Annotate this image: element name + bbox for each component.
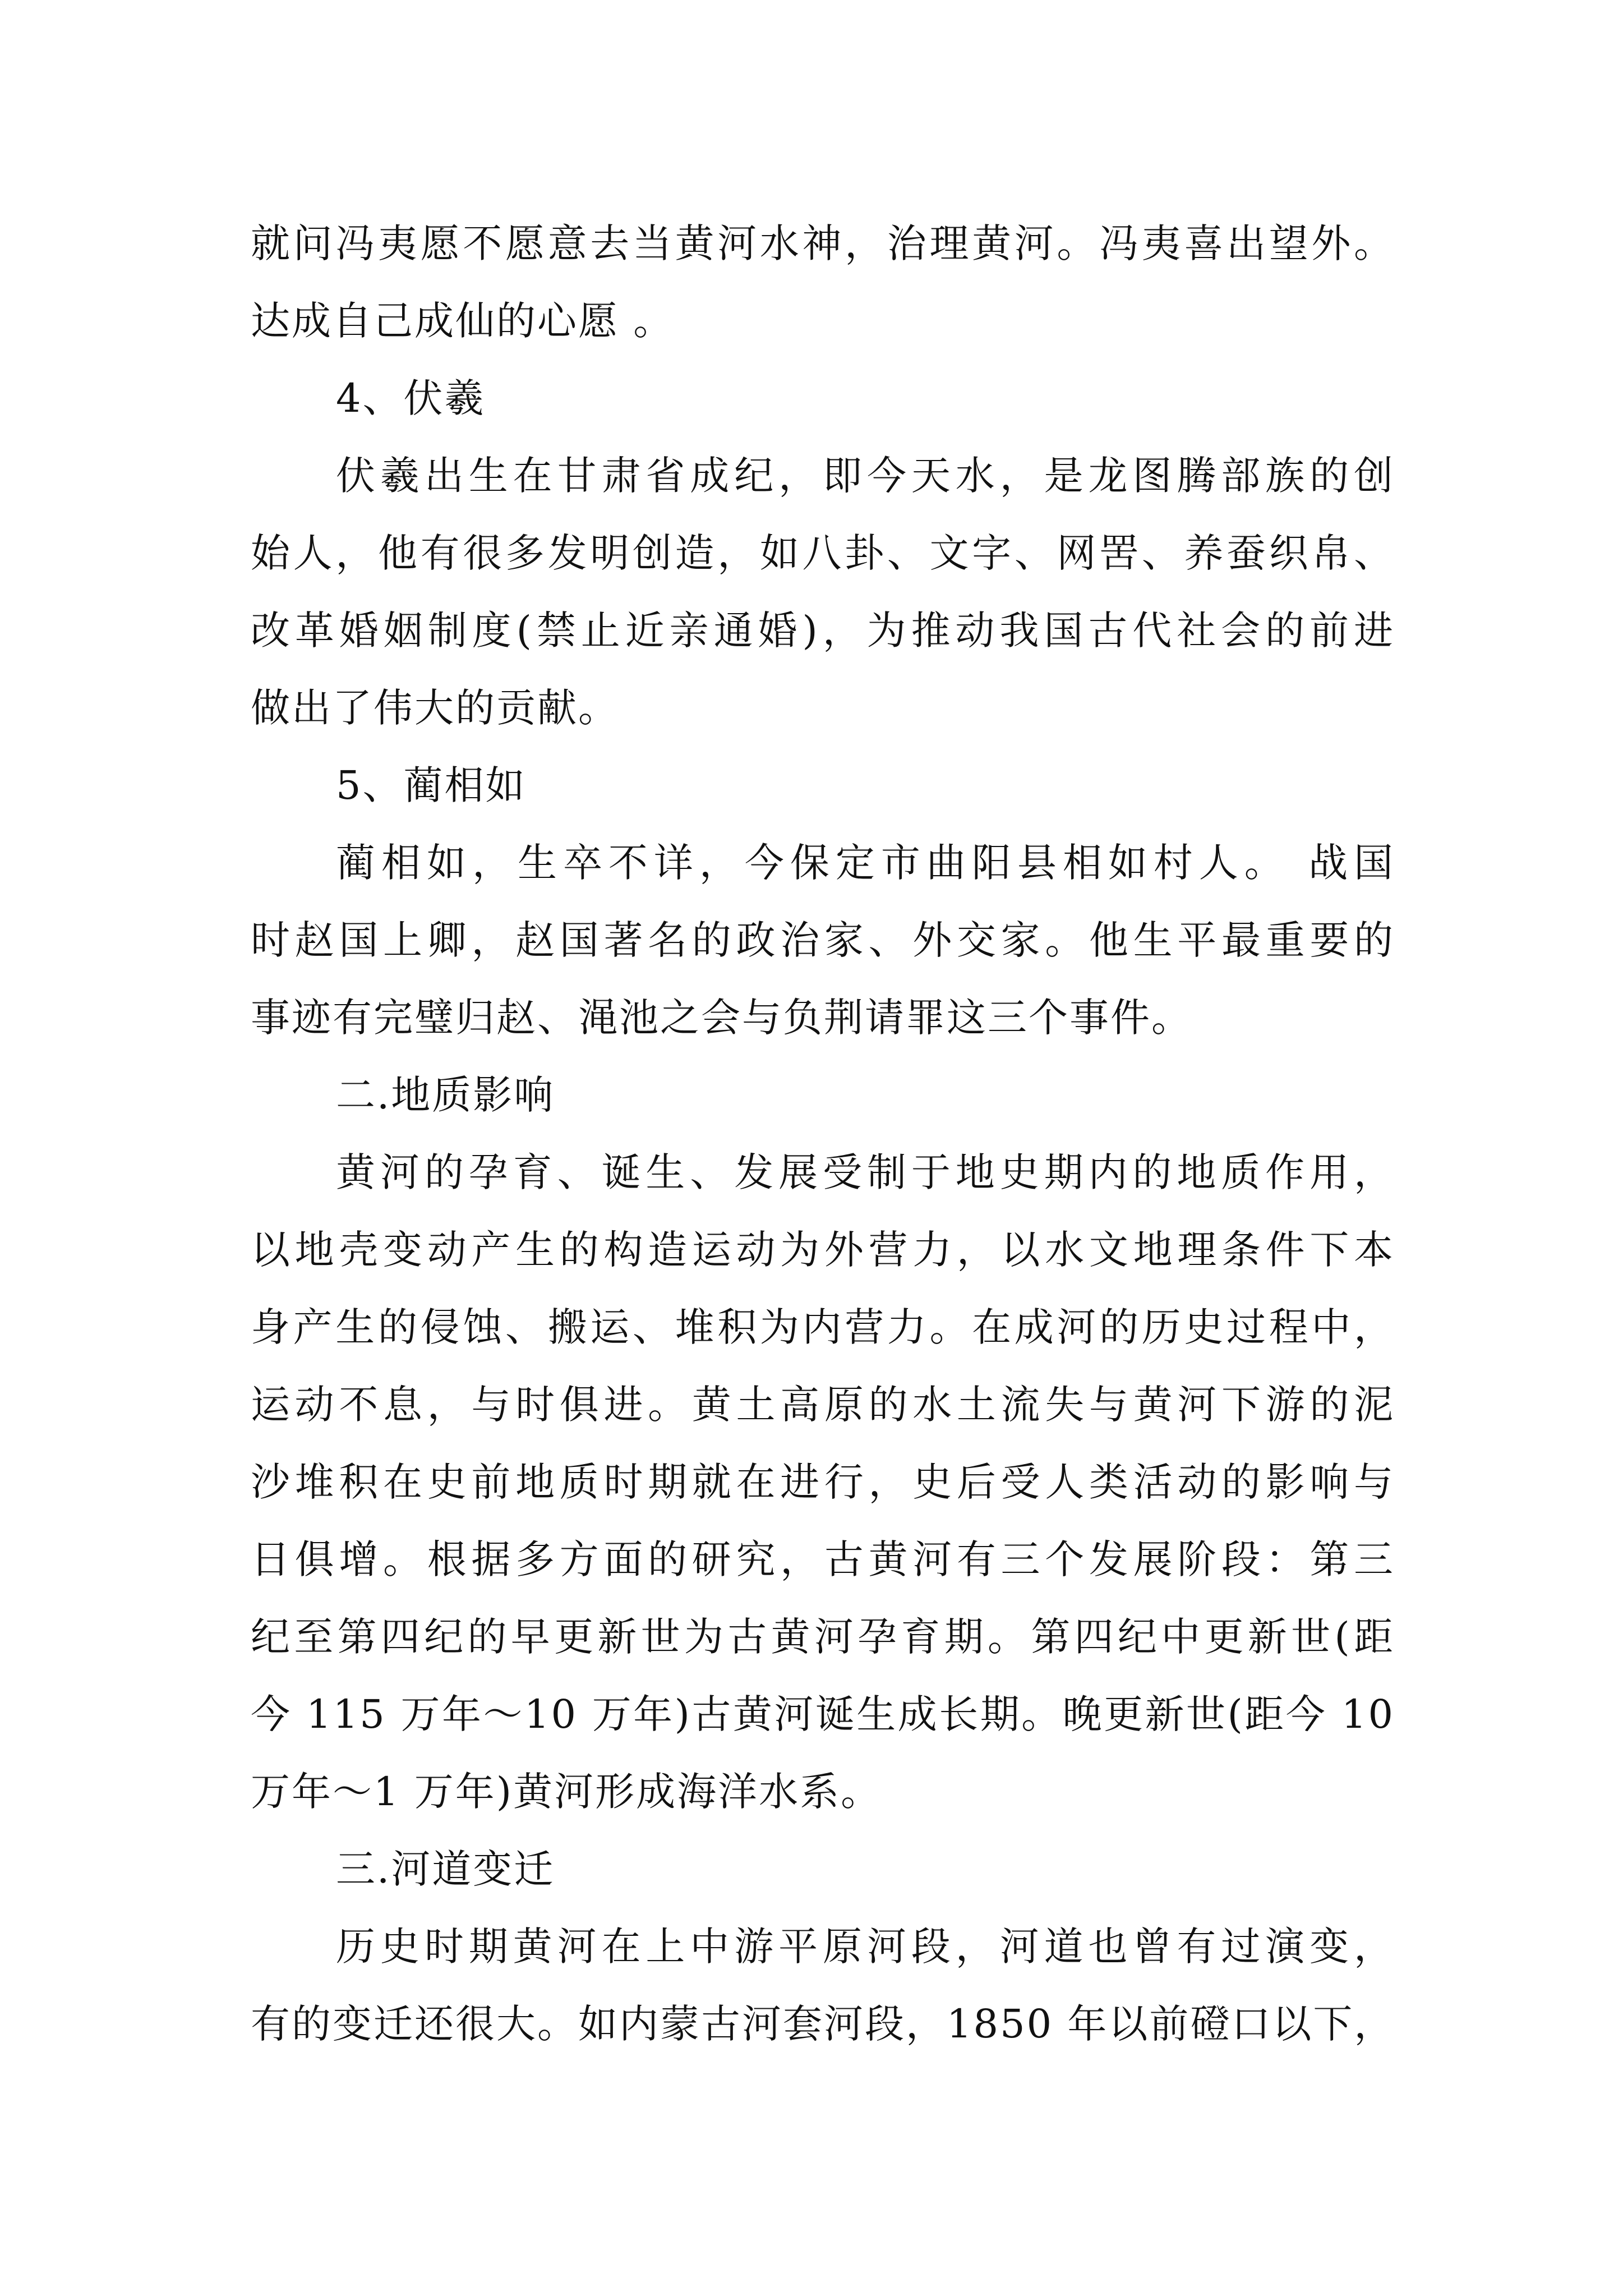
text-line: 历史时期黄河在上中游平原河段，河道也曾有过演变，	[336, 1924, 1395, 1970]
text-line: 身产生的侵蚀、搬运、堆积为内营力。在成河的历史过程中，	[251, 1304, 1395, 1350]
text-line: 始人，他有很多发明创造，如八卦、文字、网罟、养蚕织帛、	[251, 530, 1395, 576]
section-heading	[251, 747, 1395, 824]
heading-text: 二.地质影响	[336, 1072, 555, 1118]
paragraph	[251, 437, 1395, 747]
text-line: 纪至第四纪的早更新世为古黄河孕育期。第四纪中更新世(距	[251, 1614, 1395, 1660]
text-line: 达成自己成仙的心愿 。	[251, 298, 675, 344]
text-line: 就问冯夷愿不愿意去当黄河水神，治理黄河。冯夷喜出望外。	[251, 220, 1395, 266]
paragraph	[251, 824, 1395, 1056]
text-line: 万年～1 万年)黄河形成海洋水系。	[251, 1769, 882, 1815]
paragraph	[251, 1908, 1395, 2063]
text-line: 有的变迁还很大。如内蒙古河套河段，1850 年以前磴口以下，	[251, 2001, 1395, 2047]
text-line: 做出了伟大的贡献。	[251, 685, 619, 731]
heading-text: 4、伏羲	[336, 375, 486, 421]
text-line: 事迹有完璧归赵、渑池之会与负荆请罪这三个事件。	[251, 995, 1192, 1041]
text-line: 沙堆积在史前地质时期就在进行，史后受人类活动的影响与	[251, 1459, 1395, 1505]
paragraph	[251, 205, 1395, 360]
paragraph	[251, 1134, 1395, 1830]
section-heading	[251, 1830, 1395, 1908]
text-line: 改革婚姻制度(禁止近亲通婚)，为推动我国古代社会的前进	[251, 608, 1395, 654]
heading-text: 三.河道变迁	[336, 1846, 555, 1892]
text-line: 运动不息，与时俱进。黄土高原的水土流失与黄河下游的泥	[251, 1382, 1395, 1428]
text-line: 日俱增。根据多方面的研究，古黄河有三个发展阶段：第三	[251, 1536, 1395, 1582]
heading-text: 5、蔺相如	[336, 762, 527, 808]
text-line: 以地壳变动产生的构造运动为外营力，以水文地理条件下本	[251, 1227, 1395, 1273]
body-text	[251, 205, 1395, 2063]
text-line: 蔺相如，生卒不详，今保定市曲阳县相如村人。 战国	[336, 840, 1395, 886]
text-line: 今 115 万年～10 万年)古黄河诞生成长期。晚更新世(距今 10	[251, 1691, 1395, 1737]
text-line: 伏羲出生在甘肃省成纪，即今天水，是龙图腾部族的创	[336, 453, 1395, 499]
text-line: 时赵国上卿，赵国著名的政治家、外交家。他生平最重要的	[251, 917, 1395, 963]
section-heading	[251, 360, 1395, 437]
text-line: 黄河的孕育、诞生、发展受制于地史期内的地质作用，	[336, 1149, 1395, 1195]
section-heading	[251, 1056, 1395, 1134]
